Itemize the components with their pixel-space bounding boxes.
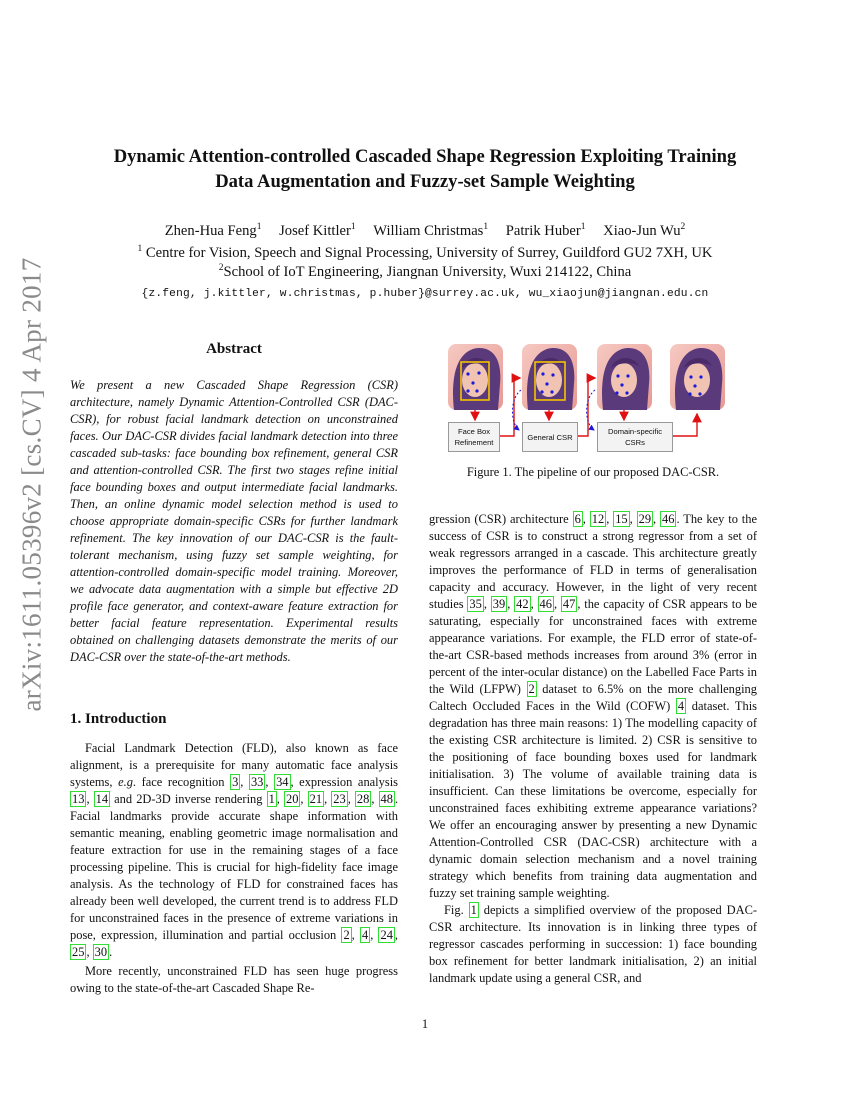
- citation-link[interactable]: 3: [232, 775, 239, 789]
- citation-link[interactable]: 33: [250, 775, 264, 789]
- citation-link[interactable]: 14: [95, 792, 109, 806]
- title-line-2: Data Augmentation and Fuzzy-set Sample Weighting: [215, 171, 635, 192]
- citation-link[interactable]: 20: [285, 792, 299, 806]
- face-image: [670, 344, 725, 410]
- paragraph: Fig. 1 depicts a simplified overview of the proposed DAC-CSR architecture. Its innovation is in linking three types of regressor cascades performing in succession: 1) face bounding box refinement for better landmark initialisation, 2) an initial landmark update using a general CSR, and: [429, 903, 758, 985]
- citation-link[interactable]: 1: [268, 792, 275, 806]
- paragraph-continued: gression (CSR) architecture 6 , 12 , 15 , 29 , 46 . The key to the success of CSR is to construct a strong regressor from a set of weak regressors arranged in a cascade. This architecture greatly improves the performance of FLD in terms of generalisation capacity and accuracy. However, in the light of very recent studies 35 , 39 , 42 , 46 , 47 , the capacity of CSR appears to be saturating, especially for unconstrained faces with extreme appearance variations. For example, the FLD error of state-of-the-art CSR-based methods increases from around 3% (error in percent of the inter-ocular distance) on the Labelled Face Parts in the Wild (LFPW) 2 dataset to 6.5% on the more challenging Caltech Occluded Faces in the Wild (COFW) 4 dataset. This degradation has three main reasons: 1) The modelling capacity of the existing CSR architecture is limited. 2) CSR is sensitive to the positioning of face bounding boxes used for landmark initialisation. 3) The volume of available training data is insufficient. Can these limitations be overcome, especially for unconstrained faces exhibiting extreme appearance variations? We offer an encouraging answer by presenting a new Dynamic Attention-Controlled CSR (DAC-CSR) architecture with a dynamic domain selection mechanism and a novel training strategy which benefits from training data augmentation and fuzzy set training sample weighting.: [429, 512, 758, 900]
- citation-link[interactable]: 4: [361, 928, 369, 942]
- citation-link[interactable]: 35: [469, 597, 482, 611]
- author: Zhen-Hua Feng$^1$: [164, 222, 262, 239]
- face-image: [597, 344, 652, 410]
- paper-title: [70, 144, 780, 194]
- abstract-text: We present a new Cascaded Shape Regression (CSR) architecture, namely Dynamic Attention-Controlled CSR (DAC-CSR), for robust facial landmark detection on unconstrained faces. Our DAC-CSR divides facial landmark detection into three cascaded sub-tasks: face bounding box refinement, general CSR and attention-controlled CSR. The first two stages refine initial face bounding boxes and output intermediate facial landmarks. Then, an online dynamic model selection method is used to choose appropriate domain-specific CSRs for further landmark refinement. The key innovation of our DAC-CSR is the fault-tolerant mechanism, using fuzzy set sample weighting, for attention-controlled domain-specific model training. Moreover, we advocate data augmentation with a simple but effective 2D profile face generator, and context-aware feature extraction for better facial feature representation. Experimental results obtained on challenging datasets demonstrate the merits of our DAC-CSR over the state-of-the-art methods.: [70, 378, 398, 664]
- author: William Christmas$^1$: [373, 222, 489, 239]
- intro-right-column: [429, 511, 757, 987]
- citation-link[interactable]: 24: [380, 928, 393, 942]
- face-image: [522, 344, 577, 410]
- citation-link[interactable]: 39: [492, 597, 506, 611]
- citation-link[interactable]: 28: [356, 792, 370, 806]
- author-list: [70, 222, 780, 240]
- citation-link[interactable]: 15: [615, 512, 628, 526]
- general-csr-box: General CSR: [522, 422, 578, 452]
- citation-link[interactable]: 13: [72, 792, 85, 806]
- citation-link[interactable]: 21: [309, 792, 323, 806]
- citation-link[interactable]: 23: [333, 792, 346, 806]
- citation-link[interactable]: 42: [516, 597, 529, 611]
- domain-specific-csrs-box: Domain-specific CSRs: [597, 422, 673, 452]
- citation-link[interactable]: 4: [677, 699, 685, 713]
- citation-link[interactable]: 47: [562, 597, 576, 611]
- citation-link[interactable]: 34: [276, 775, 289, 789]
- citation-link[interactable]: 29: [638, 512, 652, 526]
- citation-link[interactable]: 2: [528, 682, 535, 696]
- author-emails: {z.feng, j.kittler, w.christmas, p.huber}@surrey.ac.uk, wu_xiaojun@jiangnan.edu.cn: [141, 288, 709, 300]
- figure-caption: Figure 1. The pipeline of our proposed DAC-CSR.: [466, 465, 720, 479]
- face-image: [448, 344, 503, 410]
- citation-link[interactable]: 48: [380, 792, 393, 806]
- citation-link[interactable]: 46: [539, 597, 552, 611]
- page-number: 1: [421, 1017, 429, 1031]
- abstract-heading: Abstract: [206, 341, 262, 357]
- author: Patrik Huber$^1$: [505, 222, 586, 239]
- citation-link[interactable]: 30: [94, 945, 108, 959]
- author: Xiao-Jun Wu$^2$: [603, 222, 686, 239]
- citation-link[interactable]: 46: [662, 512, 675, 526]
- title-line-1: Dynamic Attention-controlled Cascaded Shape Regression Exploiting Training: [113, 146, 737, 167]
- arxiv-stamp: arXiv:1611.05396v2 [cs.CV] 4 Apr 2017: [16, 256, 47, 712]
- citation-link[interactable]: 2: [343, 928, 350, 942]
- affiliation-2: $^2$School of IoT Engineering, Jiangnan University, Wuxi 214122, China: [218, 263, 632, 280]
- face-box-refinement-box: Face Box Refinement: [448, 422, 500, 452]
- citation-link[interactable]: 6: [574, 512, 581, 526]
- figure-1: [448, 338, 728, 450]
- paragraph: Facial Landmark Detection (FLD), also known as face alignment, is a prerequisite for many automatic face analysis systems, e.g. face recognition 3 , 33 , 34 , expression analysis 13 , 14 and 2D-3D inverse rendering 1 , 20 , 21 , 23 , 28 , 48 . Facial landmarks provide accurate shape information with semantic meaning, enabling geometric image normalisation and feature extraction for use in the remaining stages of a face processing pipeline. This is crucial for high-fidelity face image analysis. As the technology of FLD for constrained faces has already been well developed, the current trend is to address FLD for unconstrained faces in the presence of extreme variations in pose, expression, illumination and partial occlusion 2 , 4 , 24 , 25 , 30 .: [70, 741, 399, 959]
- section-heading: 1. Introduction: [70, 711, 167, 727]
- citation-link[interactable]: 25: [72, 945, 85, 959]
- author: Josef Kittler$^1$: [279, 222, 356, 239]
- affiliation-1: $^1$ Centre for Vision, Speech and Signal Processing, University of Surrey, Guildford GU2 7XH, UK: [137, 244, 713, 261]
- paragraph: More recently, unconstrained FLD has seen huge progress owing to the state-of-the-art Cascaded Shape Re-: [70, 964, 398, 995]
- intro-left-column: [70, 740, 398, 997]
- citation-link[interactable]: 1: [470, 903, 477, 917]
- citation-link[interactable]: 12: [591, 512, 605, 526]
